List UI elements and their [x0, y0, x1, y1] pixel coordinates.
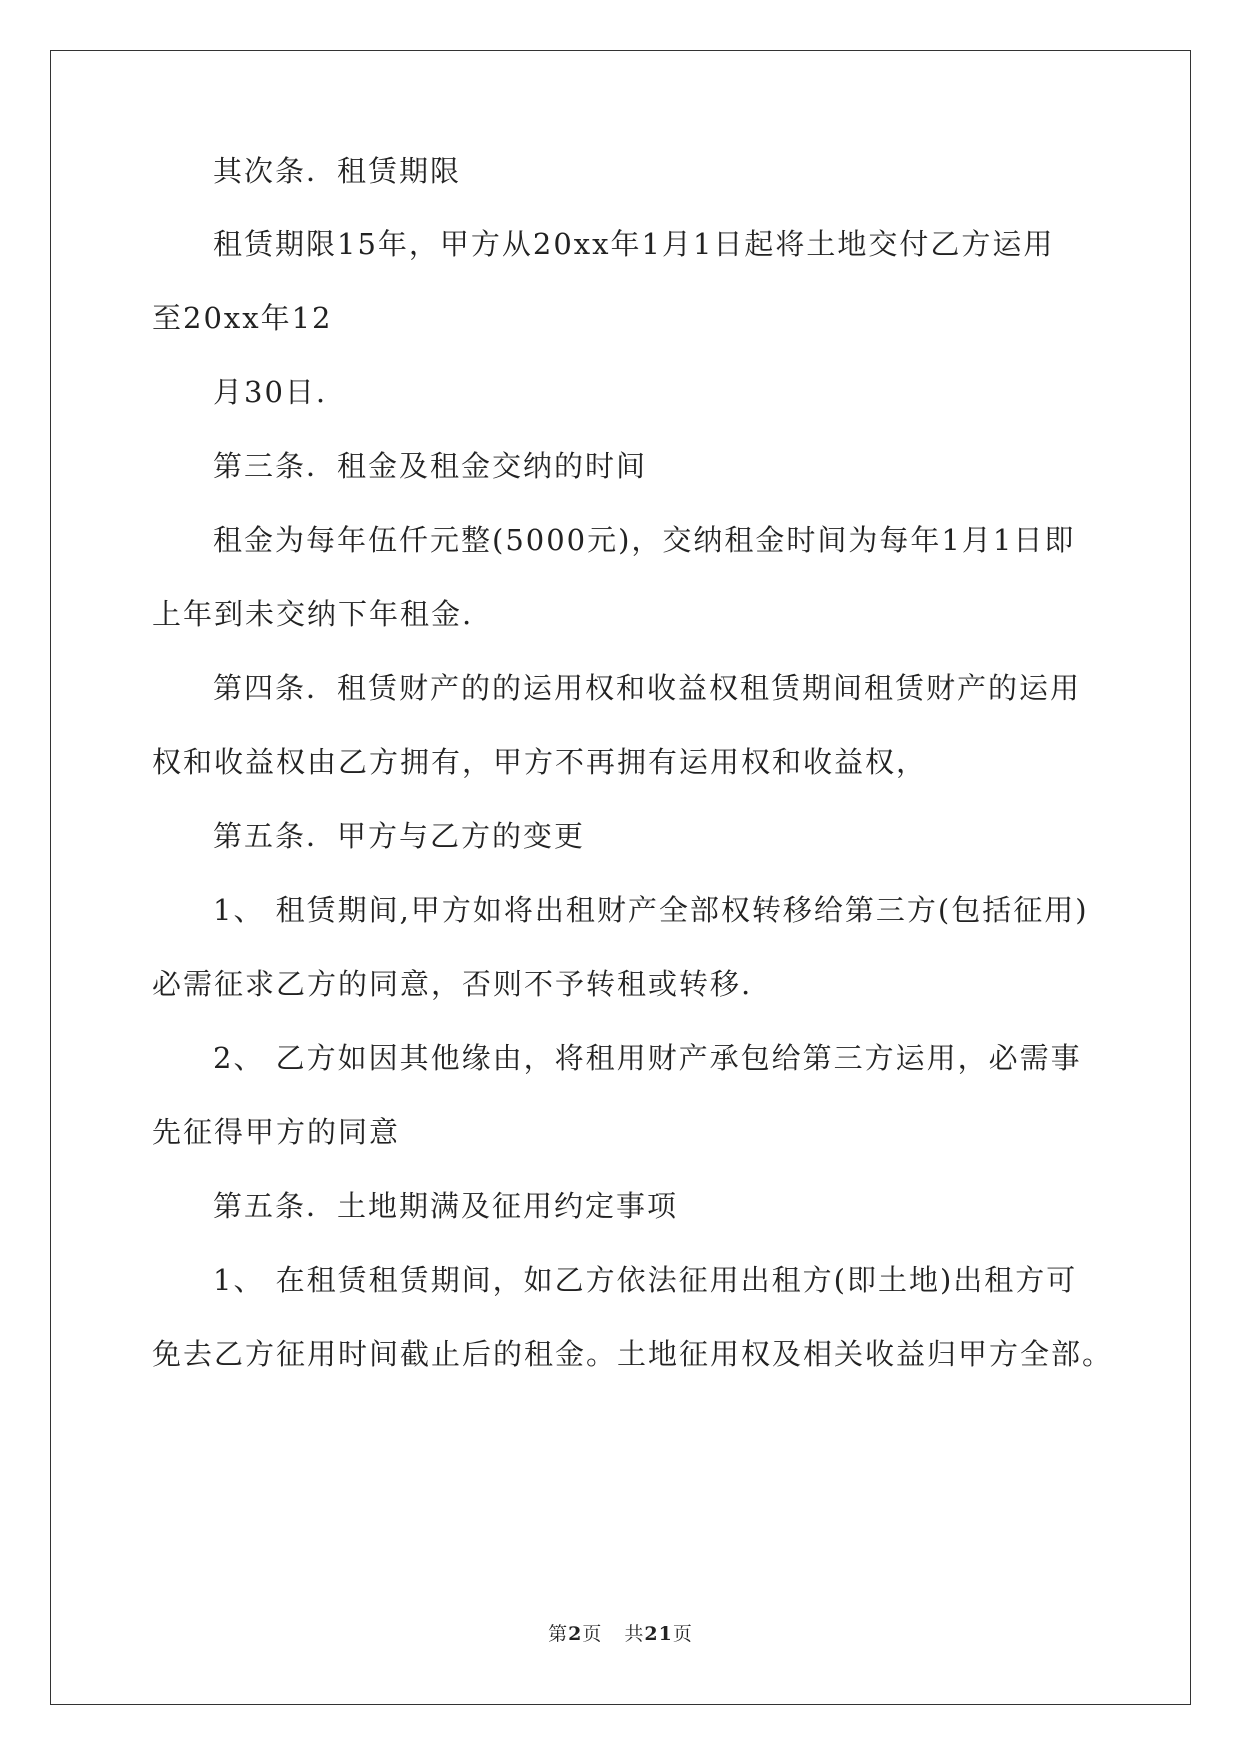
article-4-heading: 第四条．租赁财产的的运用权和收益权租赁期间租赁财产的运用 [213, 671, 1082, 705]
paragraph-line: 租金为每年伍仟元整(5000元)，交纳租金时间为每年1月1日即 [213, 523, 1076, 557]
list-item: 2、 乙方如因其他缘由，将租用财产承包给第三方运用，必需事 [213, 1041, 1082, 1075]
list-item: 1、 租赁期间,甲方如将出租财产全部权转移给第三方(包括征用) [213, 893, 1089, 927]
list-item: 1、 在租赁租赁期间，如乙方依法征用出租方(即土地)出租方可 [213, 1263, 1078, 1297]
footer-total-prefix: 共 [624, 1623, 645, 1645]
paragraph-line: 必需征求乙方的同意，否则不予转租或转移. [152, 967, 753, 1001]
paragraph-line: 上年到未交纳下年租金. [152, 597, 474, 631]
paragraph-line: 月30日. [213, 375, 328, 409]
paragraph-line: 租赁期限15年，甲方从20xx年1月1日起将土地交付乙方运用 [213, 227, 1055, 261]
footer-page-mid: 页 [582, 1623, 603, 1645]
footer-page-prefix: 第 [548, 1623, 569, 1645]
footer-page-total: 21 [644, 1623, 673, 1645]
page-number-footer [0, 1621, 1241, 1647]
article-5-heading: 第五条．甲方与乙方的变更 [213, 819, 586, 853]
footer-page-current: 2 [568, 1623, 583, 1645]
article-5b-heading: 第五条．土地期满及征用约定事项 [213, 1189, 679, 1223]
paragraph-line: 免去乙方征用时间截止后的租金。土地征用权及相关收益归甲方全部。 [152, 1337, 1114, 1371]
paragraph-line: 先征得甲方的同意 [152, 1115, 401, 1149]
article-2-heading: 其次条．租赁期限 [213, 154, 462, 188]
article-3-heading: 第三条．租金及租金交纳的时间 [213, 449, 648, 483]
footer-total-suffix: 页 [672, 1623, 693, 1645]
paragraph-line: 权和收益权由乙方拥有，甲方不再拥有运用权和收益权， [152, 745, 928, 779]
paragraph-line: 至20xx年12 [152, 301, 333, 335]
